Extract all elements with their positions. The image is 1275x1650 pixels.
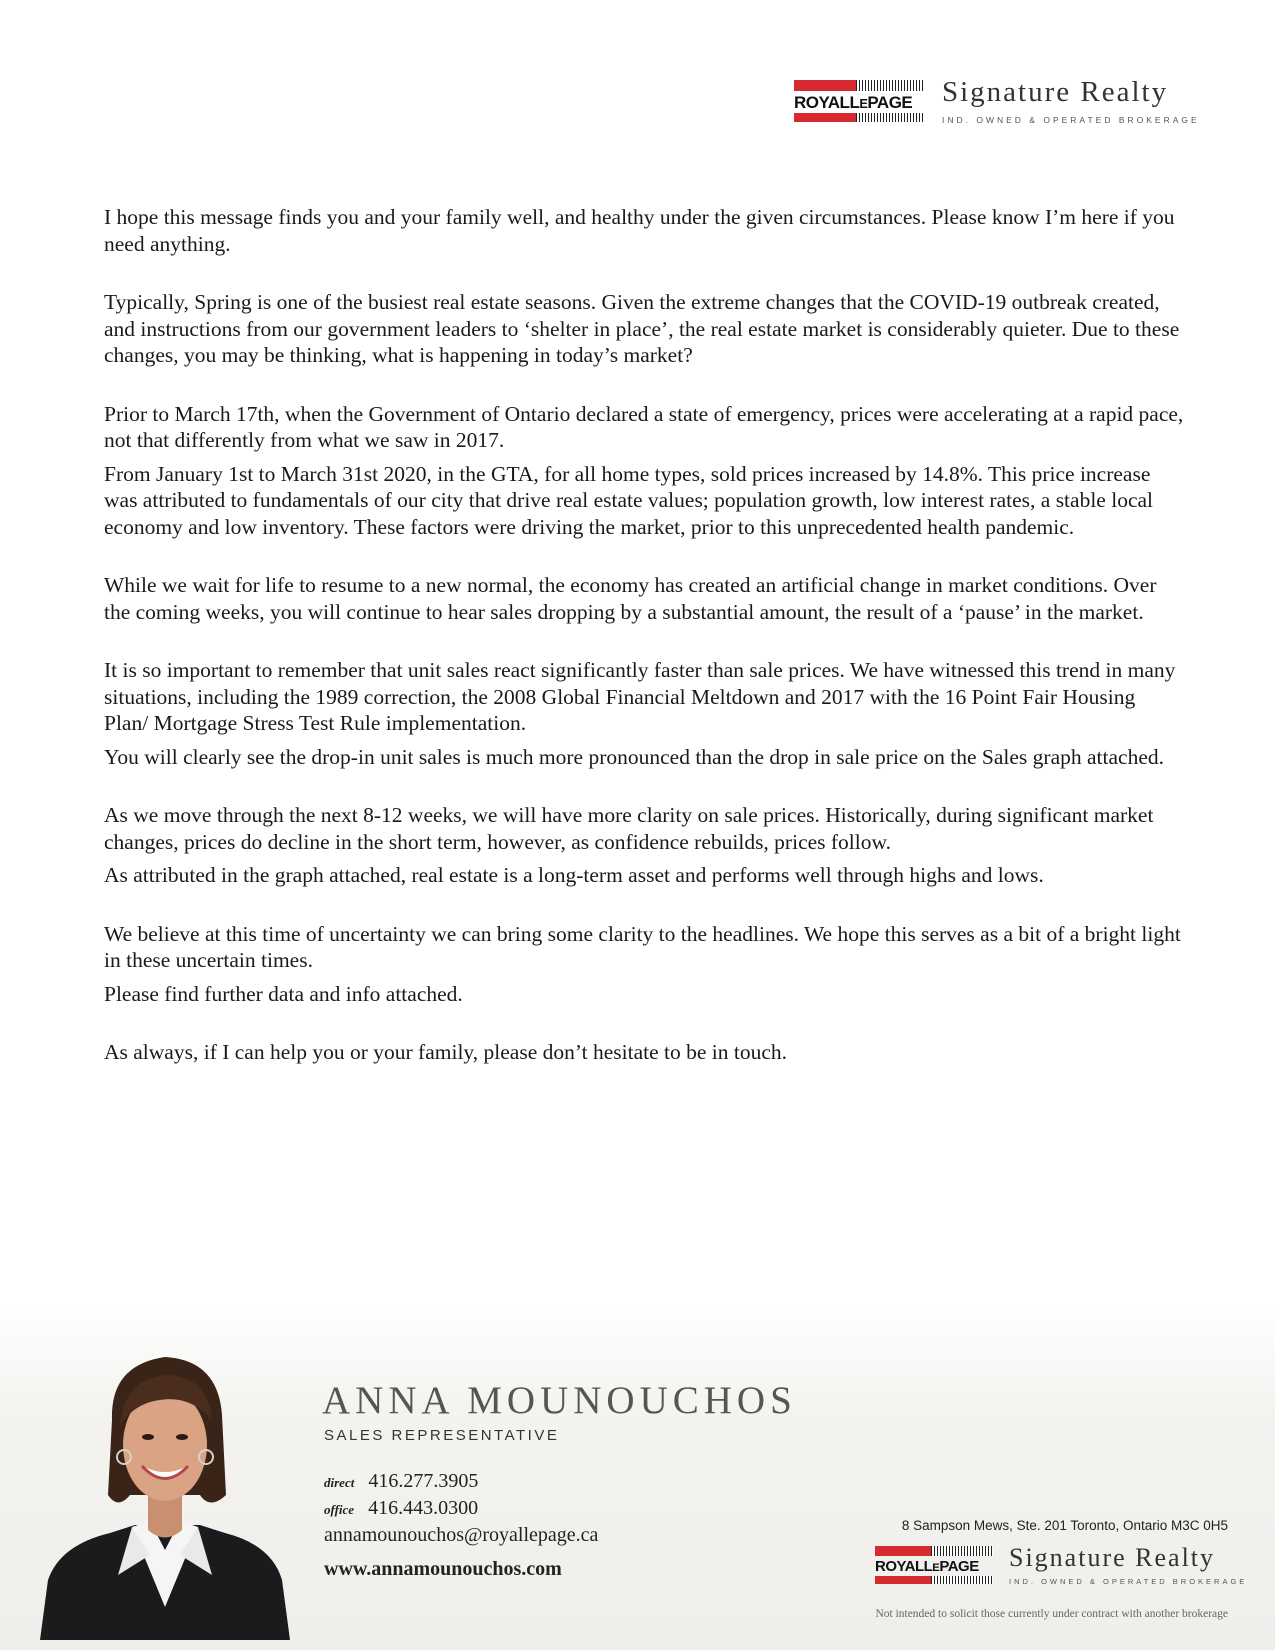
footer-logo: [875, 1545, 1247, 1586]
agent-title: SALES REPRESENTATIVE: [324, 1427, 560, 1444]
office-label: office: [324, 1502, 355, 1517]
direct-phone-row: [324, 1470, 478, 1493]
logo-wordmark: ROYALLEPAGE: [794, 92, 913, 112]
agent-name: ANNA MOUNOUCHOS: [322, 1379, 797, 1422]
royal-lepage-logo-mark: [794, 80, 924, 122]
email-link[interactable]: annamounouchos@royallepage.ca: [324, 1524, 599, 1546]
letter-paragraph: It is so important to remember that unit sales react significantly faster than sale prices. We have witnessed this trend in many situations, including the 1989 correction, the 2008 Global Financial Meltdown and 2017 with the 16 Point Fair Housing Plan/ Mortgage Stress Test Rule implementation.: [104, 658, 1176, 735]
letter-paragraph: I hope this message finds you and your family well, and healthy under the given circumstances. Please know I’m here if you need anything.: [104, 205, 1175, 256]
letter-paragraph: Prior to March 17th, when the Government of Ontario declared a state of emergency, prices were accelerating at a rapid pace, not that differently from what we saw in 2017.: [104, 401, 1184, 452]
letter-paragraph: As attributed in the graph attached, real estate is a long-term asset and performs well through highs and lows.: [104, 863, 1044, 887]
letter-paragraph: As always, if I can help you or your family, please don’t hesitate to be in touch.: [104, 1040, 788, 1064]
website-link[interactable]: www.annamounouchos.com: [324, 1558, 562, 1580]
letter-paragraph: You will clearly see the drop-in unit sales is much more pronounced than the drop in sale price on the Sales graph attached.: [104, 744, 1164, 769]
letter-paragraph: While we wait for life to resume to a new normal, the economy has created an artificial change in market conditions. Over the coming weeks, you will continue to hear sales dropping by a substantial amount, the result of a ‘pause’ in the market.: [104, 573, 1157, 624]
letter-body: [104, 204, 1184, 1066]
letter-paragraph: Please find further data and info attached.: [104, 981, 463, 1006]
disclaimer: Not intended to solicit those currently under contract with another brokerage: [875, 1608, 1228, 1620]
office-phone[interactable]: 416.443.0300: [368, 1497, 479, 1519]
letter-paragraph: Typically, Spring is one of the busiest real estate seasons. Given the extreme changes that the COVID-19 outbreak created, and instructions from our government leaders to ‘shelter in place’, the real estate market is considerably quieter. Due to these changes, you may be thinking, what is happening in today’s market?: [104, 290, 1180, 367]
agent-photo: [40, 1345, 290, 1640]
office-phone-row: [324, 1497, 478, 1520]
direct-phone[interactable]: 416.277.3905: [368, 1470, 479, 1492]
header-logo: [794, 78, 1200, 125]
letter-paragraph: From January 1st to March 31st 2020, in the GTA, for all home types, sold prices increased by 14.8%. This price increase was attributed to fundamentals of our city that drive real estate values; population growth, low interest rates, a stable local economy and low inventory. These factors were driving the market, prior to this unprecedented health pandemic.: [104, 461, 1153, 539]
direct-label: direct: [324, 1475, 355, 1490]
royal-lepage-logo-mark: [875, 1546, 993, 1584]
letter-paragraph: As we move through the next 8-12 weeks, we will have more clarity on sale prices. Historically, during significant market changes, prices do decline in the short term, however, as confidence rebuilds, prices follow.: [104, 803, 1154, 854]
company-name: Signature Realty: [942, 76, 1169, 108]
letter-paragraph: We believe at this time of uncertainty we can bring some clarity to the headlines. We hope this serves as a bit of a bright light in these uncertain times.: [104, 921, 1181, 972]
company-tagline: IND. OWNED & OPERATED BROKERAGE: [942, 115, 1200, 125]
company-tagline: IND. OWNED & OPERATED BROKERAGE: [1009, 1577, 1248, 1586]
logo-wordmark: ROYALLEPAGE: [875, 1557, 979, 1575]
company-name: Signature Realty: [1009, 1543, 1216, 1572]
office-address: 8 Sampson Mews, Ste. 201 Toronto, Ontario M3C 0H5: [901, 1518, 1228, 1533]
